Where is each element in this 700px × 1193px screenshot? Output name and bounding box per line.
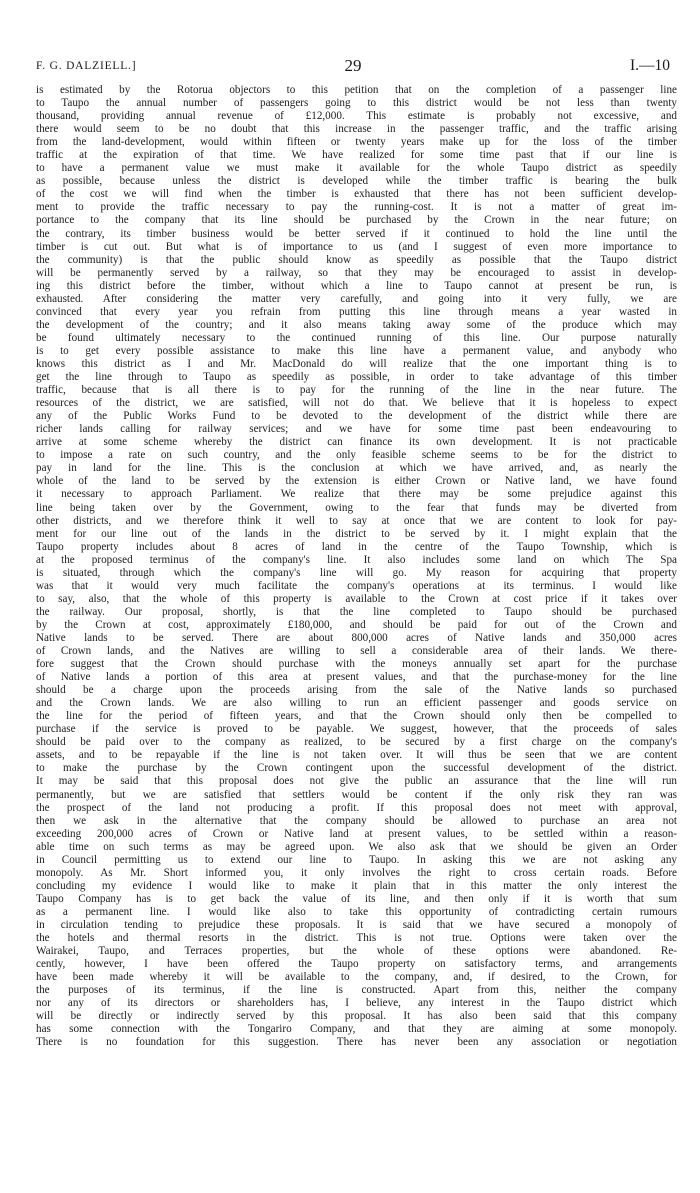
- text-line: any of the Public Works Fund to be devoted to the development of the district while there are: [36, 410, 677, 423]
- text-line: was that it would very much facilitate the company's operations at its terminus. I would like: [36, 579, 677, 592]
- text-line: ment for our line out of the lands in the district to be served by it. I might explain that the: [36, 527, 677, 540]
- text-line: there would seem to be no doubt that this increase in the passenger traffic, and the traffic arising: [36, 123, 677, 136]
- text-line: of the cost we will find when the timber is exhausted that there has not been sufficient develop-: [36, 188, 677, 201]
- text-line: is to get every possible assistance to make this line have a permanent value, and anybody who: [36, 344, 677, 357]
- text-line: should be paid over to the company as realized, to be secured by a first charge on the company's: [36, 736, 677, 749]
- text-line: the community) is that the public should know as speedily as possible that the Taupo district: [36, 253, 677, 266]
- text-line: and the Crown lands. We are also willing to run an efficient passenger and goods service on: [36, 697, 677, 710]
- text-line: the development of the country; and it also means taking away some of the produce which may: [36, 318, 677, 331]
- evidence-paragraph: [36, 84, 677, 1049]
- text-line: Taupo property includes about 8 acres of land in the centre of the Taupo Township, which is: [36, 540, 677, 553]
- text-line: thousand, providing annual revenue of £12,000. This estimate is probably not excessive, and: [36, 110, 677, 123]
- header-author: F. G. DALZIELL.]: [36, 60, 137, 72]
- text-line: in Council permitting us to extend our line to Taupo. In asking this we are not asking any: [36, 853, 677, 866]
- text-line: Native lands to be served. There are about 800,000 acres of Native lands and 350,000 acres: [36, 631, 677, 644]
- text-line: assets, and to be repayable if the line is not taken over. It will thus be seen that we are content: [36, 749, 677, 762]
- text-line: monopoly. As Mr. Short informed you, it only involves the right to cross certain roads. Before: [36, 866, 677, 879]
- text-line: cently, however, I have been offered the Taupo property on satisfactory terms, and arrangements: [36, 958, 677, 971]
- text-line: to say, also, that the whole of this property is available to the Crown at cost price if it takes over: [36, 592, 677, 605]
- text-line: whole of the land to be served by the extension is either Crown or Native land, we have found: [36, 475, 677, 488]
- text-line: have been made whereby it will be available to the company, and, if desired, to the Crown, for: [36, 971, 677, 984]
- text-line: it necessary to approach Parliament. We realize that there may be some prejudice against this: [36, 488, 677, 501]
- text-line: should be a charge upon the proceeds arising from the sale of the Native lands so purchased: [36, 684, 677, 697]
- document-reference: I.—10: [629, 57, 670, 74]
- text-line: as possible, because unless the district is developed while the timber traffic is bearing the bulk: [36, 175, 677, 188]
- text-line: resources of the district, we are satisfied, will not do that. We believe that it is hopeless to expect: [36, 397, 677, 410]
- text-line: has some connection with the Tongariro Company, and that they are aiming at some monopoly.: [36, 1023, 677, 1036]
- text-line: of Native lands a portion of this area at present values, and that the purchase-money for the line: [36, 671, 677, 684]
- text-line: the railway. Our proposal, shortly, is that the line completed to Taupo should be purchased: [36, 605, 677, 618]
- text-line: the line for the period of fifteen years, and that the Crown should only then be compelled to: [36, 710, 677, 723]
- text-line: in circulation tending to prejudice these proposals. It is said that we have secured a monopoly of: [36, 919, 677, 931]
- text-line: arrive at some scheme whereby the district can finance its own development. It is not practicable: [36, 436, 677, 449]
- text-line: nor any of its directors or shareholders has, I believe, any interest in the Taupo district which: [36, 997, 677, 1010]
- text-line: by the Crown at cost, approximately £180,000, and should be paid for out of the Crown and: [36, 618, 677, 631]
- text-line: Wairakei, Taupo, and Terraces properties, but the whole of these options were abandoned. Re-: [36, 945, 677, 958]
- text-line: is situated, through which the company's line will go. My reason for acquiring that property: [36, 566, 677, 579]
- text-line: permanently, but we are satisfied that settlers would be content if the only risk they ran was: [36, 788, 677, 801]
- text-line: from the land-development, would within fifteen or twenty years make up for the loss of the timber: [36, 136, 677, 149]
- text-line: as a permanent line. I would like also to take this opportunity of contradicting certain rumours: [36, 905, 677, 918]
- running-header: [36, 58, 670, 78]
- text-line: timber is cut out. But what is of importance to us (and I suggest of even more importance to: [36, 240, 677, 253]
- text-line: the purposes of its terminus, if the line is constructed. Apart from this, neither the company: [36, 984, 677, 997]
- text-line: exceeding 200,000 acres of Crown or Native land at present values, to be settled within a reason-: [36, 827, 677, 840]
- text-line: to make the purchase by the Crown contingent upon the successful development of the district.: [36, 762, 677, 775]
- text-line: portance to the company that its line should be purchased by the Crown in the near future; on: [36, 214, 677, 227]
- text-line: then we ask in the alternative that the company should be allowed to purchase an area not: [36, 814, 677, 827]
- text-line: get the line through to Taupo as speedily as possible, in order to take advantage of this timber: [36, 371, 677, 384]
- text-line: to impose a rate on such country, and the only feasible scheme seems to be for the district to: [36, 449, 677, 462]
- text-line: of Crown lands, and the Natives are willing to sell a considerable area of their lands. We there-: [36, 645, 677, 658]
- text-line: traffic at the expiration of that time. We have realized for some time past that if our line is: [36, 149, 677, 162]
- text-line: will be directly or indirectly served by this proposal. It has also been said that this company: [36, 1010, 677, 1023]
- text-line: traffic, because that is all there is to pay for the running of the line in the near future. The: [36, 384, 677, 397]
- text-line: the prospect of the land not producing a profit. If this proposal does not meet with approval,: [36, 801, 677, 814]
- text-line: be found ultimately necessary to the continued running of this line. Our purpose naturally: [36, 331, 677, 344]
- text-line: It may be said that this proposal does not give the public an assurance that the line will run: [36, 775, 677, 788]
- text-line: convinced that every year you refrain from putting this line through means a year wasted in: [36, 305, 677, 318]
- text-line: concluding my evidence I would like to make it plain that in this matter the only interest the: [36, 879, 677, 892]
- text-line: to have a permanent value we must make it available for the whole Taupo district as speedily: [36, 162, 677, 175]
- text-line: richer lands calling for railway services; and we have for some time past been endeavouring to: [36, 423, 677, 436]
- text-line: will be permanently served by a railway, so that they may be encouraged to assist in develop-: [36, 266, 677, 279]
- text-line: the hotels and thermal resorts in the district. This is not true. Options were taken over the: [36, 932, 677, 945]
- text-line: exhausted. After considering the matter very carefully, and going into it very fully, we are: [36, 292, 677, 305]
- text-line: line being taken over by the Government, owing to the fear that funds may be diverted from: [36, 501, 677, 514]
- text-line: fore suggest that the Crown should purchase with the moneys annually set apart for the purchase: [36, 658, 677, 671]
- text-line: is estimated by the Rotorua objectors to this petition that on the completion of a passenger line: [36, 84, 677, 96]
- text-line: purchase if the service is proved to be payable. We suggest, however, that the proceeds of sales: [36, 723, 677, 736]
- text-line: the contrary, its timber business would be better served if it continued to hold the line until the: [36, 227, 677, 240]
- page-number: 29: [344, 56, 362, 75]
- text-line: ment to provide the traffic necessary to pay the running-cost. It is not a matter of great im-: [36, 201, 677, 214]
- text-line: knows this district as I and Mr. MacDonald do will realize that the one important thing is to: [36, 357, 677, 370]
- text-line: ing this district before the timber, without which a line to Taupo cannot at present be run, is: [36, 279, 677, 292]
- text-line: Taupo Company has is to get back the value of its line, and then only if it is worth that sum: [36, 892, 677, 905]
- text-line: able time on such terms as may be agreed upon. We also ask that we should be given an Order: [36, 840, 677, 853]
- text-line: at the proposed terminus of the company's line. It also includes some land on which The Spa: [36, 553, 677, 566]
- text-line: other districts, and we therefore think it well to say at once that we are content to look for pay-: [36, 514, 677, 527]
- text-line: pay in land for the line. This is the conclusion at which we have arrived, and, as nearly the: [36, 462, 677, 475]
- text-line: to Taupo the annual number of passengers going to this district would be not less than twenty: [36, 97, 677, 110]
- text-line: There is no foundation for this suggestion. There has never been any association or negotiation: [36, 1036, 677, 1049]
